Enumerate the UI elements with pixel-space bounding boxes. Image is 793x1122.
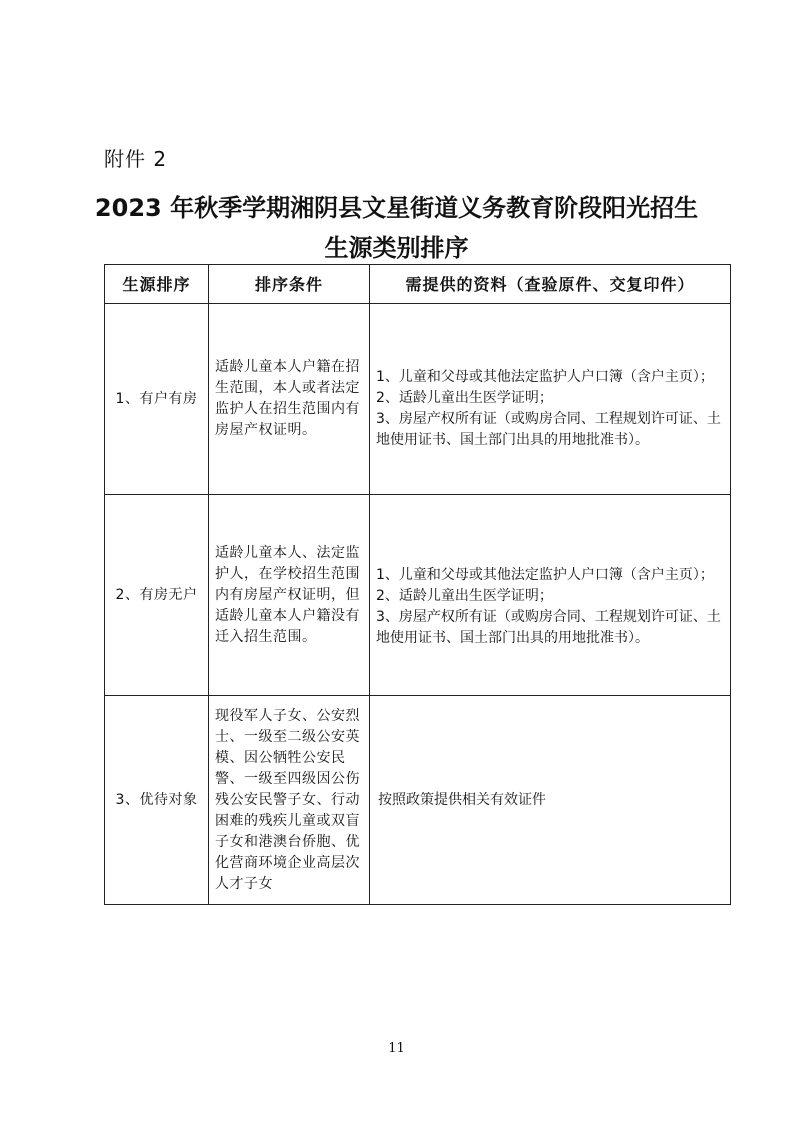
document-item: 3、房屋产权所有证（或购房合同、工程规划许可证、土地使用证书、国土部门出具的用地批准书）。 (376, 411, 721, 448)
row-category: 3、优待对象 (105, 696, 209, 905)
enrollment-category-table (104, 264, 731, 905)
row-condition: 现役军人子女、公安烈士、一级至二级公安英模、因公牺牲公安民警、一级至四级因公伤残公安民警子女、行动困难的残疾儿童或双盲子女和港澳台侨胞、优化营商环境企业高层次人才子女 (209, 696, 370, 905)
table-row (105, 304, 731, 495)
document-item: 2、适龄儿童出生医学证明； (376, 390, 553, 406)
document-item: 1、儿童和父母或其他法定监护人户口簿（含户主页）； (376, 369, 714, 385)
table-row (105, 696, 731, 905)
document-item: 1、儿童和父母或其他法定监护人户口簿（含户主页）； (376, 567, 714, 583)
column-header-documents: 需提供的资料（查验原件、交复印件） (370, 265, 731, 304)
row-documents (370, 696, 731, 905)
table-row (105, 495, 731, 696)
document-title-line-1: 2023 年秋季学期湘阴县文星街道义务教育阶段阳光招生 (94, 194, 699, 222)
row-condition: 适龄儿童本人户籍在招生范围，本人或者法定监护人在招生范围内有房屋产权证明。 (209, 304, 370, 495)
row-documents (370, 304, 731, 495)
document-item: 2、适龄儿童出生医学证明； (376, 588, 553, 604)
row-category: 2、有房无户 (105, 495, 209, 696)
row-condition: 适龄儿童本人、法定监护人，在学校招生范围内有房屋产权证明，但适龄儿童本人户籍没有迁入招生范围。 (209, 495, 370, 696)
column-header-condition: 排序条件 (209, 265, 370, 304)
row-category: 1、有户有房 (105, 304, 209, 495)
column-header-category: 生源排序 (105, 265, 209, 304)
table-header-row (105, 265, 731, 304)
row-documents (370, 495, 731, 696)
document-item: 按照政策提供相关有效证件 (378, 791, 546, 808)
attachment-label: 附件 2 (104, 147, 168, 171)
document-title-line-2: 生源类别排序 (324, 234, 469, 262)
document-item: 3、房屋产权所有证（或购房合同、工程规划许可证、土地使用证书、国土部门出具的用地批准书）。 (376, 609, 721, 646)
page-number: 11 (388, 1041, 405, 1056)
